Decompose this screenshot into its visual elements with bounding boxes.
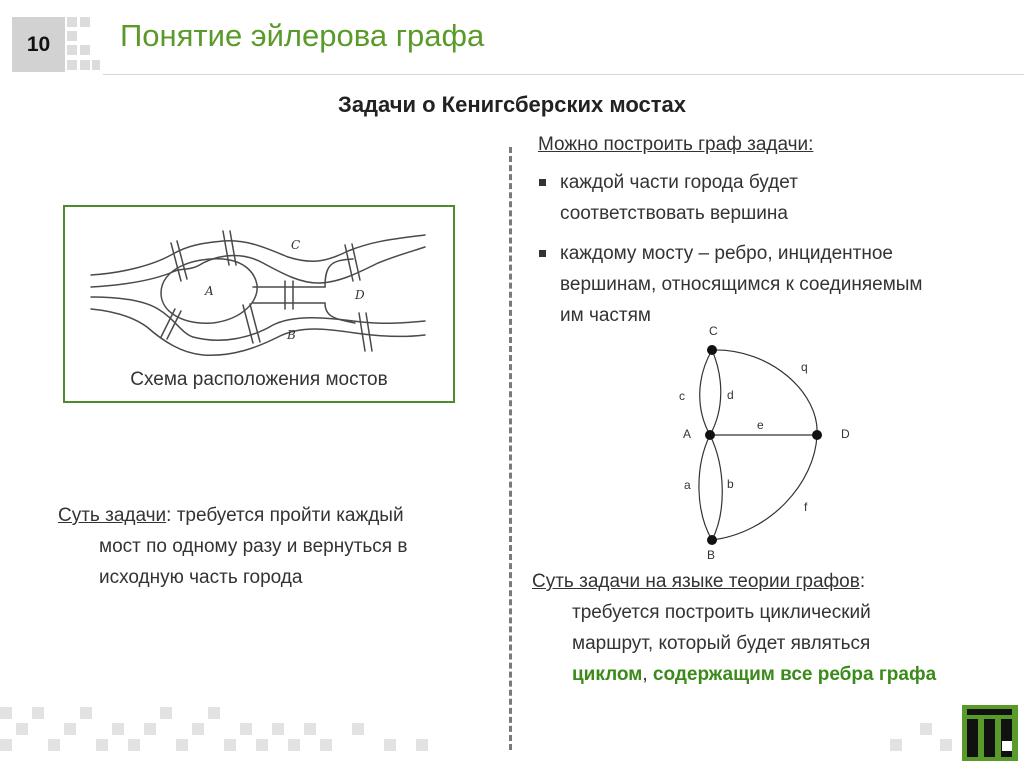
region-label-b: B xyxy=(287,328,296,342)
vertex-label-a: A xyxy=(683,427,692,441)
graph-task-essence-line-4: циклом, содержащим все ребра графа xyxy=(572,664,937,685)
task-essence-text: : требуется пройти каждый xyxy=(166,505,404,526)
region-label-a: A xyxy=(205,284,214,298)
footer-decoration xyxy=(0,690,520,767)
edge-b xyxy=(710,435,722,540)
graph-task-essence-label: Суть задачи на языке теории графов xyxy=(532,571,860,592)
konigsberg-graph xyxy=(660,318,860,563)
vertex-a xyxy=(705,430,715,440)
bullet-item: каждой части города будет соответствовать вершина xyxy=(538,167,1018,229)
task-essence-label: Суть задачи xyxy=(58,505,167,526)
page-title: Понятие эйлерова графа xyxy=(120,18,485,53)
slide-number xyxy=(12,17,65,72)
highlight-all-edges: содержащим все ребра графа xyxy=(647,664,937,685)
logo-icon xyxy=(962,705,1018,761)
vertex-label-c: C xyxy=(709,324,718,338)
vertex-b xyxy=(707,535,717,545)
edge-label-b: b xyxy=(727,477,734,491)
bullet-icon xyxy=(539,250,546,257)
task-essence-line-2: мост по одному разу и вернуться в xyxy=(99,536,408,557)
edge-label-q: q xyxy=(801,360,808,374)
edge-label-c: c xyxy=(679,389,685,403)
edge-d xyxy=(710,350,721,435)
bullet-item: каждому мосту – ребро, инцидентное вершинам, относящимся к соединяемым им частям xyxy=(538,238,1018,331)
highlight-cycle: циклом xyxy=(572,664,643,685)
region-label-d: D xyxy=(355,288,365,302)
column-divider xyxy=(509,147,512,750)
map-caption: Схема расположения мостов xyxy=(130,369,388,390)
vertex-label-d: D xyxy=(841,427,850,441)
graph-task-essence: Суть задачи на языке теории графов: требуется построить циклический маршрут, который будет являться циклом, содержащим все ребра графа xyxy=(532,566,1022,690)
slide-subtitle: Задачи о Кенигсберских мостах xyxy=(338,92,686,117)
vertex-label-b: B xyxy=(707,548,716,562)
edge-c xyxy=(700,350,712,435)
graph-task-essence-line-3: маршрут, который будет являться xyxy=(572,633,871,654)
edge-label-e: e xyxy=(757,418,764,432)
edge-label-f: f xyxy=(804,500,808,514)
edge-a xyxy=(699,435,712,540)
vertex-c xyxy=(707,345,717,355)
edge-label-d: d xyxy=(727,388,734,402)
slide-number-text: 10 xyxy=(26,32,51,56)
task-essence xyxy=(58,500,498,593)
edge-label-a: a xyxy=(684,478,691,492)
footer-decoration-right xyxy=(880,690,960,767)
vertex-d xyxy=(812,430,822,440)
graph-task-essence-line-2: требуется построить циклический xyxy=(572,602,871,623)
task-essence-line-3: исходную часть города xyxy=(99,567,303,588)
region-label-c: C xyxy=(291,238,301,252)
graph-heading: Можно построить граф задачи: xyxy=(538,134,814,155)
bullet-icon xyxy=(539,179,546,186)
title-divider xyxy=(103,74,1024,75)
